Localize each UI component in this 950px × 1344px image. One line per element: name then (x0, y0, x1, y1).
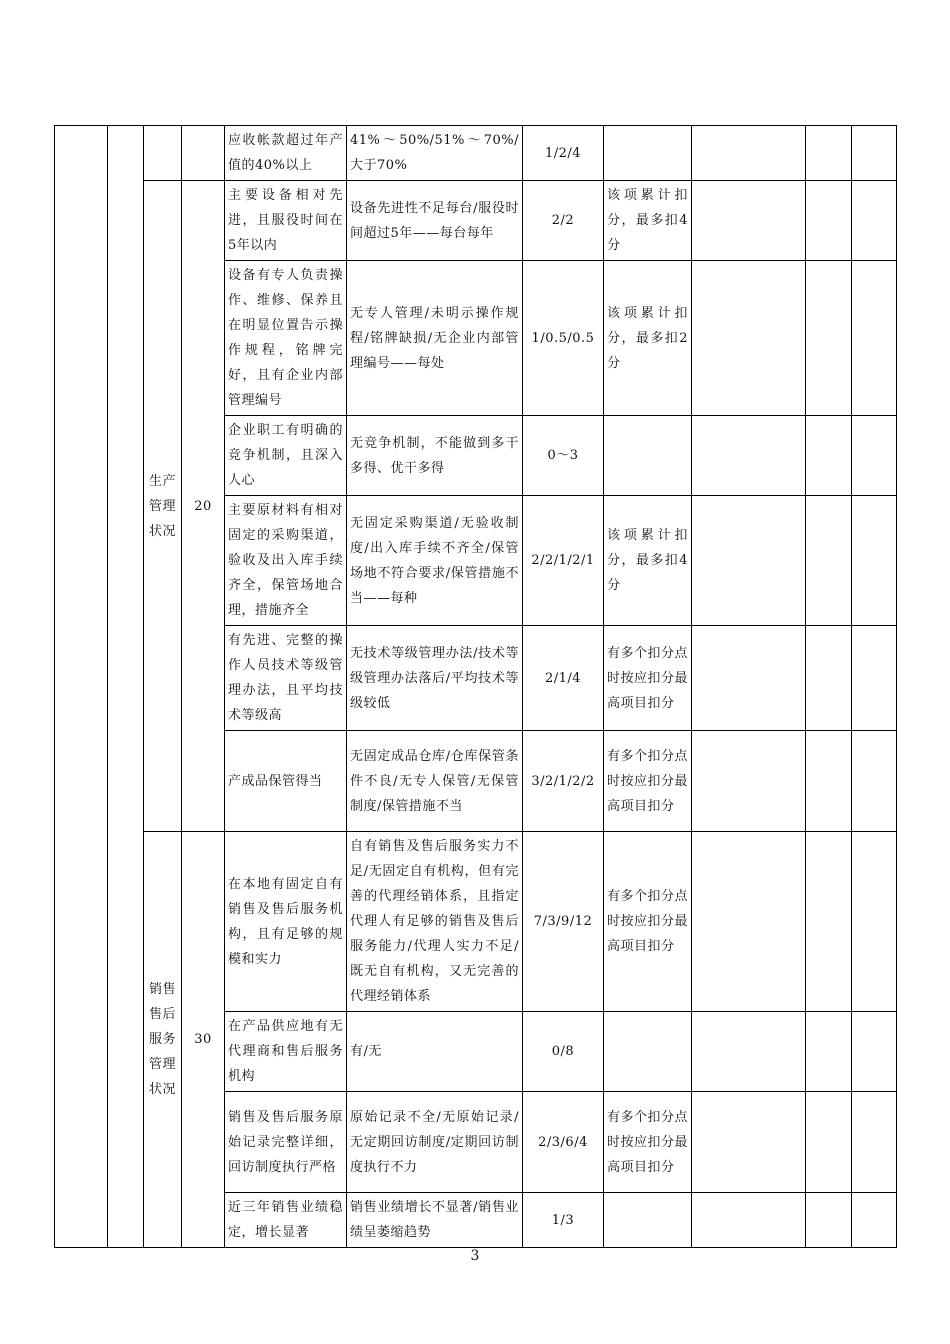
note-cell: 有多个扣分点时按应扣分最高项目扣分 (604, 832, 692, 1012)
points-cell: 2/2 (523, 181, 604, 261)
blank-cell (692, 1193, 806, 1248)
blank-cell (852, 1012, 897, 1092)
points-cell: 0～3 (523, 416, 604, 496)
blank-cell (692, 626, 806, 731)
score-cell: 30 (182, 832, 225, 1248)
points-cell: 1/3 (523, 1193, 604, 1248)
standard-cell: 自有销售及售后服务实力不足/无固定自有机构，但有完善的代理经销体系，且指定代理人有足够的销售及售后服务能力/代理人实力不足/既无自有机构，又无完善的代理经销体系 (347, 832, 523, 1012)
category-cell: 销售售后服务管理状况 (144, 832, 182, 1248)
points-cell: 2/1/4 (523, 626, 604, 731)
requirement-cell: 主要原材料有相对固定的采购渠道，验收及出入库手续齐全，保管场地合理，措施齐全 (225, 496, 347, 626)
requirement-cell: 有先进、完整的操作人员技术等级管理办法，且平均技术等级高 (225, 626, 347, 731)
blank-cell (692, 731, 806, 832)
table-row (55, 126, 897, 181)
blank-cell (806, 1193, 852, 1248)
points-cell: 3/2/1/2/2 (523, 731, 604, 832)
standard-cell: 41%～50%/51%～70%/大于70% (347, 126, 523, 181)
requirement-cell: 在产品供应地有无代理商和售后服务机构 (225, 1012, 347, 1092)
points-cell: 7/3/9/12 (523, 832, 604, 1012)
blank-cell (852, 416, 897, 496)
blank-cell (852, 496, 897, 626)
note-cell (604, 126, 692, 181)
blank-cell (806, 496, 852, 626)
requirement-cell: 应收帐款超过年产值的40%以上 (225, 126, 347, 181)
blank-cell (806, 126, 852, 181)
blank-cell (806, 832, 852, 1012)
points-cell: 1/0.5/0.5 (523, 261, 604, 416)
blank-cell (852, 261, 897, 416)
blank-cell (692, 126, 806, 181)
score-cell: 20 (182, 181, 225, 832)
points-cell: 1/2/4 (523, 126, 604, 181)
blank-cell (692, 261, 806, 416)
blank-cell (692, 1012, 806, 1092)
requirement-cell: 近三年销售业绩稳定，增长显著 (225, 1193, 347, 1248)
blank-cell (806, 261, 852, 416)
blank-cell (806, 731, 852, 832)
standard-cell: 无固定成品仓库/仓库保管条件不良/无专人保管/无保管制度/保管措施不当 (347, 731, 523, 832)
table-row (55, 832, 897, 1012)
note-cell (604, 1012, 692, 1092)
blank-cell (692, 181, 806, 261)
blank-cell (692, 1092, 806, 1193)
blank-cell (806, 1092, 852, 1193)
blank-cell (806, 416, 852, 496)
note-cell: 有多个扣分点时按应扣分最高项目扣分 (604, 626, 692, 731)
blank-cell (806, 626, 852, 731)
standard-cell: 销售业绩增长不显著/销售业绩呈萎缩趋势 (347, 1193, 523, 1248)
scoring-table (54, 125, 897, 1248)
blank-cell (806, 1012, 852, 1092)
blank-cell (852, 126, 897, 181)
blank-cell (852, 731, 897, 832)
blank-cell (144, 126, 182, 181)
note-cell: 该项累计扣分，最多扣4分 (604, 496, 692, 626)
blank-cell (692, 832, 806, 1012)
blank-cell (852, 1193, 897, 1248)
requirement-cell: 设备有专人负责操作、维修、保养且在明显位置告示操作规程，铭牌完好，且有企业内部管理编号 (225, 261, 347, 416)
requirement-cell: 企业职工有明确的竞争机制，且深入人心 (225, 416, 347, 496)
points-cell: 2/3/6/4 (523, 1092, 604, 1193)
note-cell (604, 416, 692, 496)
blank-cell (108, 126, 144, 1248)
blank-cell (55, 126, 108, 1248)
standard-cell: 有/无 (347, 1012, 523, 1092)
requirement-cell: 销售及售后服务原始记录完整详细，回访制度执行严格 (225, 1092, 347, 1193)
note-cell (604, 1193, 692, 1248)
blank-cell (852, 626, 897, 731)
standard-cell: 原始记录不全/无原始记录/无定期回访制度/定期回访制度执行不力 (347, 1092, 523, 1193)
standard-cell: 无竞争机制，不能做到多干多得、优干多得 (347, 416, 523, 496)
blank-cell (806, 181, 852, 261)
standard-cell: 无专人管理/未明示操作规程/铭牌缺损/无企业内部管理编号——每处 (347, 261, 523, 416)
table-row (55, 181, 897, 261)
blank-cell (692, 496, 806, 626)
points-cell: 2/2/1/2/1 (523, 496, 604, 626)
blank-cell (852, 1092, 897, 1193)
requirement-cell: 产成品保管得当 (225, 731, 347, 832)
note-cell: 有多个扣分点时按应扣分最高项目扣分 (604, 1092, 692, 1193)
requirement-cell: 主要设备相对先进，且服役时间在5年以内 (225, 181, 347, 261)
note-cell: 该项累计扣分，最多扣2分 (604, 261, 692, 416)
requirement-cell: 在本地有固定自有销售及售后服务机构，且有足够的规模和实力 (225, 832, 347, 1012)
blank-cell (852, 832, 897, 1012)
blank-cell (852, 181, 897, 261)
points-cell: 0/8 (523, 1012, 604, 1092)
page-number: 3 (470, 1248, 480, 1264)
category-cell: 生产管理状况 (144, 181, 182, 832)
standard-cell: 无固定采购渠道/无验收制度/出入库手续不齐全/保管场地不符合要求/保管措施不当——每种 (347, 496, 523, 626)
standard-cell: 无技术等级管理办法/技术等级管理办法落后/平均技术等级较低 (347, 626, 523, 731)
blank-cell (692, 416, 806, 496)
blank-cell (182, 126, 225, 181)
standard-cell: 设备先进性不足每台/服役时间超过5年——每台每年 (347, 181, 523, 261)
note-cell: 有多个扣分点时按应扣分最高项目扣分 (604, 731, 692, 832)
note-cell: 该项累计扣分，最多扣4分 (604, 181, 692, 261)
